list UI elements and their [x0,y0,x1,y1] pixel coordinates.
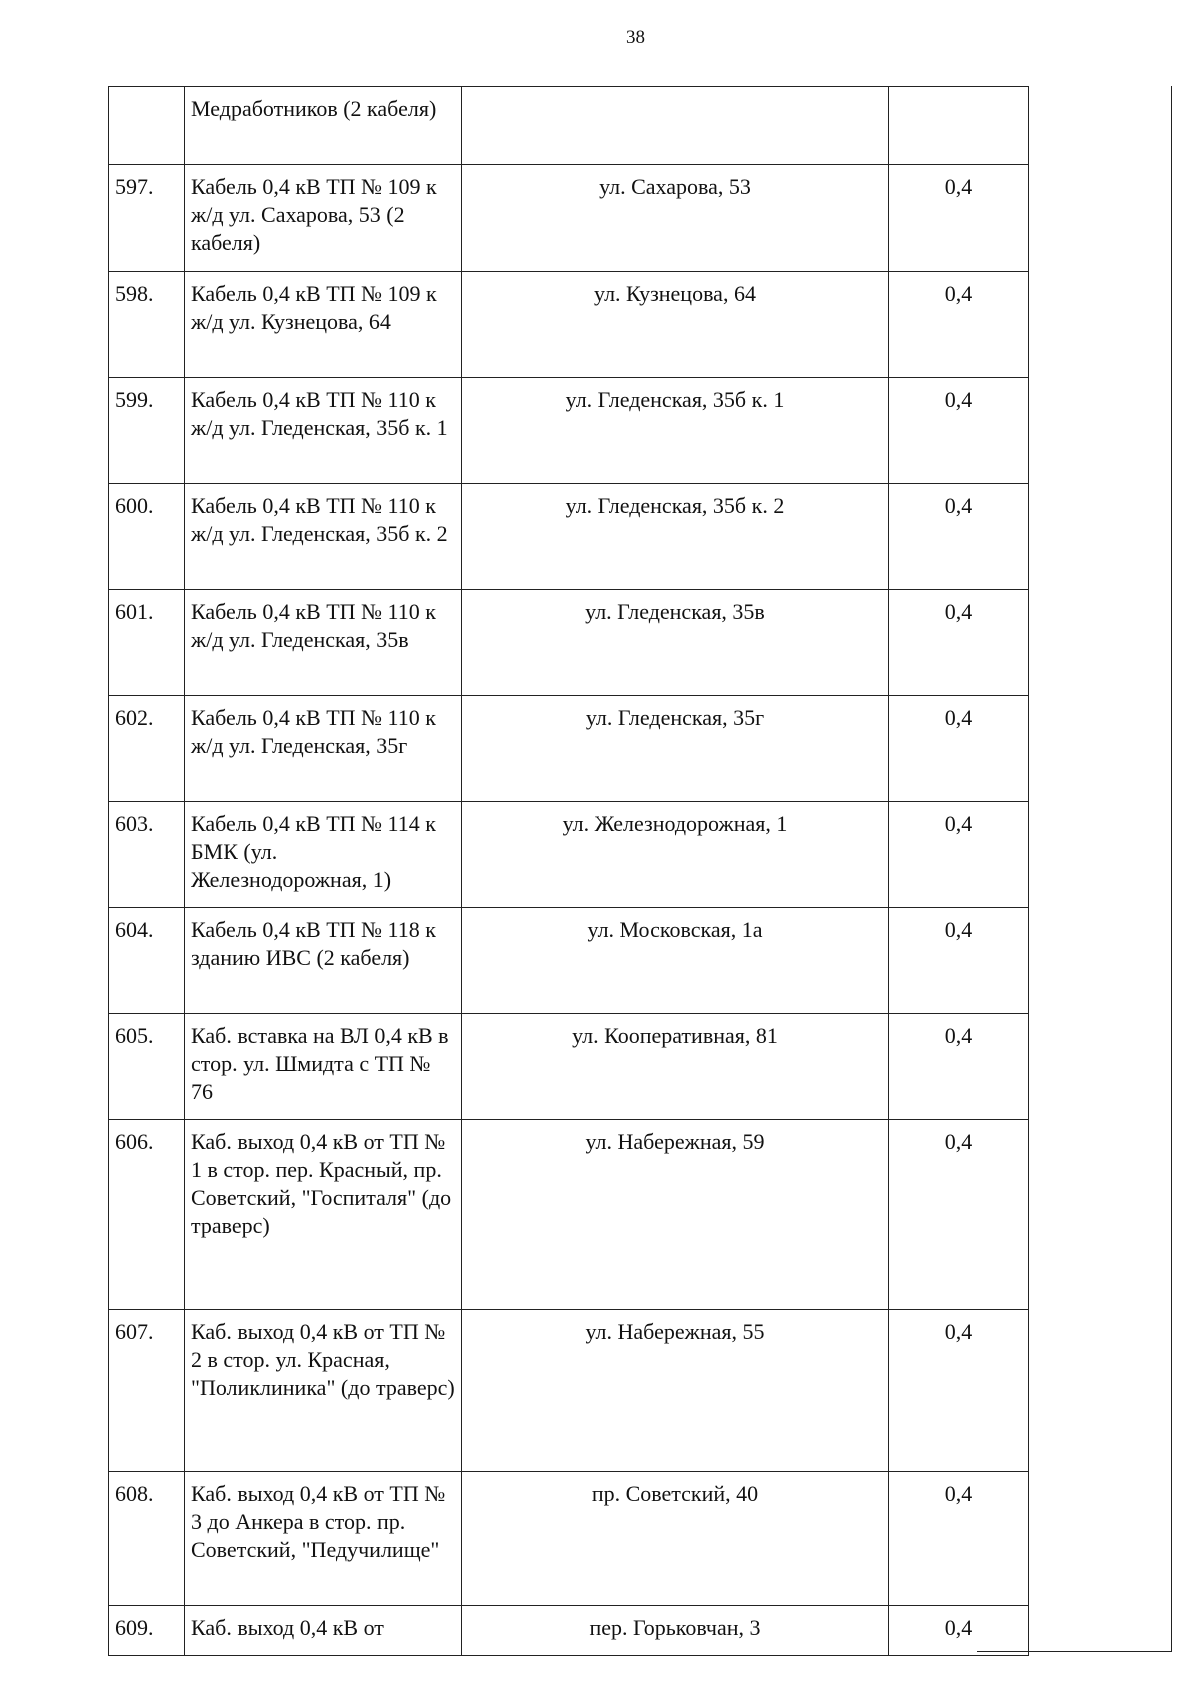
object-address: пер. Горьковчан, 3 [462,1606,889,1656]
object-name: Каб. выход 0,4 кВ от [185,1606,462,1656]
object-name: Каб. выход 0,4 кВ от ТП № 1 в стор. пер. Красный, пр. Советский, "Госпиталя" (до траверс) [185,1120,462,1310]
object-name: Кабель 0,4 кВ ТП № 110 к ж/д ул. Гледенская, 35б к. 2 [185,484,462,590]
table-row [109,1606,1029,1656]
voltage-value: 0,4 [889,1472,1029,1606]
table-row [109,696,1029,802]
object-name: Каб. выход 0,4 кВ от ТП № 2 в стор. ул. Красная, "Поликлиника" (до траверс) [185,1310,462,1472]
table-row [109,272,1029,378]
object-name: Кабель 0,4 кВ ТП № 109 к ж/д ул. Сахарова, 53 (2 кабеля) [185,165,462,272]
object-address: ул. Набережная, 55 [462,1310,889,1472]
table-row [109,1120,1029,1310]
table-row [109,484,1029,590]
object-address: ул. Гледенская, 35б к. 2 [462,484,889,590]
table-row [109,1472,1029,1606]
voltage-value: 0,4 [889,1014,1029,1120]
voltage-value: 0,4 [889,272,1029,378]
voltage-value: 0,4 [889,378,1029,484]
object-address: ул. Набережная, 59 [462,1120,889,1310]
object-address: ул. Сахарова, 53 [462,165,889,272]
object-address: пр. Советский, 40 [462,1472,889,1606]
table-row [109,165,1029,272]
object-address: ул. Кузнецова, 64 [462,272,889,378]
row-number: 606. [109,1120,185,1310]
voltage-value: 0,4 [889,1120,1029,1310]
row-number: 599. [109,378,185,484]
object-name: Медработников (2 кабеля) [185,87,462,165]
row-number: 605. [109,1014,185,1120]
voltage-value: 0,4 [889,165,1029,272]
table-row [109,1014,1029,1120]
object-address: ул. Кооперативная, 81 [462,1014,889,1120]
object-address [462,87,889,165]
row-number: 597. [109,165,185,272]
voltage-value: 0,4 [889,1606,1029,1656]
row-number: 608. [109,1472,185,1606]
table-row [109,378,1029,484]
object-address: ул. Гледенская, 35б к. 1 [462,378,889,484]
object-address: ул. Гледенская, 35г [462,696,889,802]
object-address: ул. Гледенская, 35в [462,590,889,696]
object-name: Кабель 0,4 кВ ТП № 110 к ж/д ул. Гледенская, 35в [185,590,462,696]
outer-border-right [1171,86,1172,1652]
row-number: 601. [109,590,185,696]
table-row [109,802,1029,908]
row-number: 598. [109,272,185,378]
row-number: 600. [109,484,185,590]
object-name: Кабель 0,4 кВ ТП № 118 к зданию ИВС (2 кабеля) [185,908,462,1014]
voltage-value [889,87,1029,165]
voltage-value: 0,4 [889,908,1029,1014]
object-name: Кабель 0,4 кВ ТП № 110 к ж/д ул. Гледенская, 35б к. 1 [185,378,462,484]
object-name: Каб. выход 0,4 кВ от ТП № 3 до Анкера в стор. пр. Советский, "Педучилище" [185,1472,462,1606]
row-number: 609. [109,1606,185,1656]
table-row [109,1310,1029,1472]
object-address: ул. Московская, 1а [462,908,889,1014]
row-number: 607. [109,1310,185,1472]
voltage-value: 0,4 [889,590,1029,696]
cable-registry-table [108,86,1029,1656]
voltage-value: 0,4 [889,696,1029,802]
voltage-value: 0,4 [889,802,1029,908]
voltage-value: 0,4 [889,1310,1029,1472]
table-row [109,590,1029,696]
object-name: Кабель 0,4 кВ ТП № 110 к ж/д ул. Гледенская, 35г [185,696,462,802]
row-number [109,87,185,165]
row-number: 602. [109,696,185,802]
table-row [109,908,1029,1014]
row-number: 603. [109,802,185,908]
page-number: 38 [626,27,645,48]
table-row [109,87,1029,165]
object-address: ул. Железнодорожная, 1 [462,802,889,908]
object-name: Кабель 0,4 кВ ТП № 109 к ж/д ул. Кузнецова, 64 [185,272,462,378]
row-number: 604. [109,908,185,1014]
object-name: Каб. вставка на ВЛ 0,4 кВ в стор. ул. Шмидта с ТП № 76 [185,1014,462,1120]
object-name: Кабель 0,4 кВ ТП № 114 к БМК (ул. Железнодорожная, 1) [185,802,462,908]
voltage-value: 0,4 [889,484,1029,590]
